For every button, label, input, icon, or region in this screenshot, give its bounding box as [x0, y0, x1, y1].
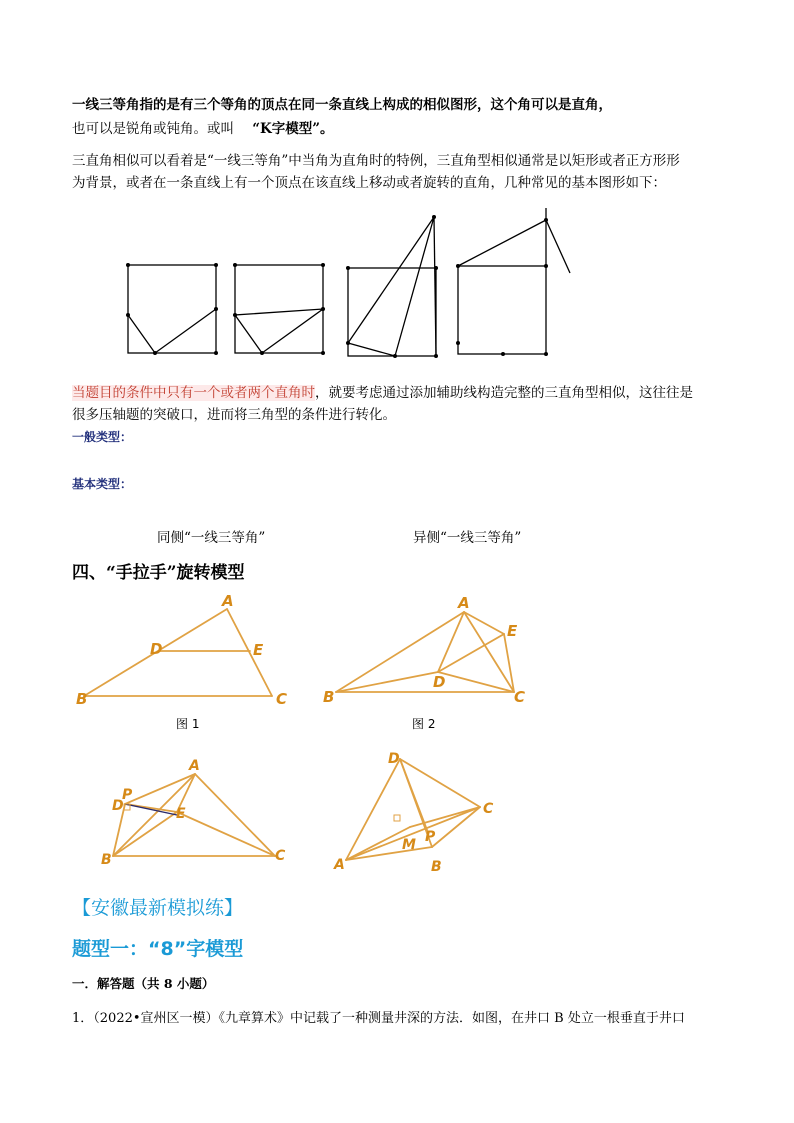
question-1: 1．（2022•宣州区一模）《九章算术》中记载了一种测量井深的方法．如图，在井口 B 处立一根垂直于井口: [72, 1011, 685, 1026]
para2-line-2: 为背景，或者在一条直线上有一个顶点在该直线上移动或者旋转的直角，几种常见的基本图形如下：: [72, 175, 666, 191]
fig-a-angle: [128, 309, 216, 353]
fig4-label-B: B: [431, 859, 442, 875]
fig3-label-B: B: [101, 852, 112, 868]
fig3-label-C: C: [275, 848, 286, 864]
same-side-label: 同侧“一线三等角”: [157, 530, 266, 546]
fig3-label-D: D: [112, 798, 124, 814]
fig4-label-C: C: [483, 801, 494, 817]
fig-c-lines: [348, 217, 434, 356]
para3-line-1: [72, 382, 693, 404]
hand-in-hand-figure-2: [318, 592, 538, 737]
basic-type-label: 基本类型：: [72, 477, 133, 491]
fig1-label-B: B: [76, 690, 88, 708]
k-model-term: “K字模型”。: [252, 121, 334, 137]
fig3-label-A: A: [189, 758, 200, 774]
fig1-caption: 图 1: [176, 717, 200, 731]
fig3-label-P: P: [122, 787, 133, 803]
fig1-label-D: D: [150, 640, 163, 658]
fig2-label-B: B: [323, 688, 335, 706]
fig-b-square: [235, 265, 323, 353]
fig2-caption: 图 2: [412, 717, 436, 731]
answer-section-heading: 一．解答题（共 8 小题）: [72, 976, 215, 991]
fig1-label-E: E: [253, 641, 264, 659]
practice-title: 【安徽最新模拟练】: [72, 897, 244, 919]
fig4-label-M: M: [402, 837, 416, 853]
type-1-heading: 题型一：“8”字模型: [72, 938, 244, 960]
fig-b-triangle: [235, 309, 323, 353]
fig-a-square: [128, 265, 216, 353]
fig1-label-A: A: [222, 592, 234, 610]
fig-d-square: [458, 266, 546, 354]
fig2-label-C: C: [514, 688, 526, 706]
intro-line-2-text: 也可以是锐角或钝角。或叫: [72, 121, 234, 137]
intro-line-2: [72, 118, 334, 140]
fig-c-square: [348, 268, 436, 356]
hand-in-hand-figure-4: [330, 745, 515, 875]
fig2-label-D: D: [433, 673, 446, 691]
para3-line-2: 很多压轴题的突破口，进而将三角型的条件进行转化。: [72, 407, 396, 423]
fig4-label-D: D: [388, 751, 400, 767]
para2-line-1: 三直角相似可以看着是“一线三等角”中当角为直角时的特例，三直角型相似通常是以矩形或者正方形形: [72, 153, 680, 169]
intro-line-1: 一线三等角指的是有三个等角的顶点在同一条直线上构成的相似图形，这个角可以是直角，: [72, 97, 612, 113]
hand-in-hand-figure-3: [95, 752, 295, 872]
hand-in-hand-figure-1: [72, 592, 302, 737]
fig3-label-E: E: [176, 806, 186, 822]
highlight-condition: 当题目的条件中只有一个或者两个直角时: [72, 385, 315, 401]
fig2-label-A: A: [458, 594, 470, 612]
fig1-label-C: C: [276, 690, 288, 708]
fig2-label-E: E: [507, 622, 518, 640]
three-right-angle-figures: [120, 205, 580, 370]
general-type-label: 一般类型：: [72, 430, 133, 444]
diff-side-label: 异侧“一线三等角”: [413, 530, 522, 546]
fig4-label-P: P: [425, 829, 436, 845]
section-4-title: 四、“手拉手”旋转模型: [72, 563, 245, 583]
fig4-label-A: A: [334, 857, 345, 873]
para3-rest: ，就要考虑通过添加辅助线构造完整的三直角型相似，这往往是: [315, 385, 693, 401]
